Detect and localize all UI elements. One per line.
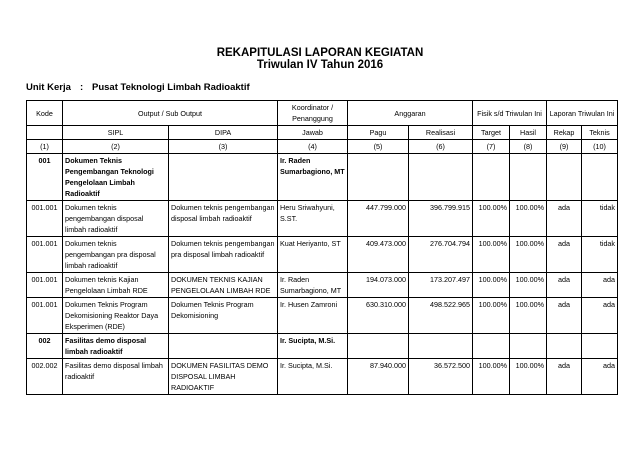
row-kode: 001.001: [27, 273, 63, 298]
row-koordinator: Ir. Sucipta, M.Si.: [278, 359, 348, 395]
row-koordinator: Ir. Raden Sumarbagiono, MT: [278, 154, 348, 201]
header-anggaran: Anggaran: [348, 101, 473, 126]
row-koordinator: Kuat Heriyanto, ST: [278, 237, 348, 273]
report-subtitle: Triwulan IV Tahun 2016: [256, 59, 384, 71]
row-sipl: Dokumen teknis pengembangan disposal limbah radioaktif: [63, 201, 169, 237]
col-num: (10): [582, 140, 618, 154]
row-teknis: [582, 334, 618, 359]
row-realisasi: 276.704.794: [409, 237, 473, 273]
table-body: [27, 154, 618, 395]
col-num: (1): [27, 140, 63, 154]
row-sipl: Dokumen teknis Kajian Pengelolaan Limbah RDE: [63, 273, 169, 298]
row-koordinator: Ir. Raden Sumarbagiono, MT: [278, 273, 348, 298]
row-teknis: tidak: [582, 201, 618, 237]
header-sipl: SIPL: [63, 126, 169, 140]
row-dipa: [169, 334, 278, 359]
header-target: Target: [473, 126, 510, 140]
row-realisasi: [409, 334, 473, 359]
row-hasil: 100.00%: [510, 273, 547, 298]
row-sipl: Dokumen Teknis Pengembangan Teknologi Pengelolaan Limbah Radioaktif: [63, 154, 169, 201]
row-target: [473, 334, 510, 359]
row-kode: 002.002: [27, 359, 63, 395]
row-rekap: ada: [547, 201, 582, 237]
row-teknis: ada: [582, 298, 618, 334]
row-target: 100.00%: [473, 237, 510, 273]
col-num: (4): [278, 140, 348, 154]
header-kode: Kode: [27, 101, 63, 126]
row-kode: 001: [27, 154, 63, 201]
row-dipa: Dokumen teknis pengembangan disposal limbah radioaktif: [169, 201, 278, 237]
row-hasil: 100.00%: [510, 237, 547, 273]
row-sipl: Fasilitas demo disposal limbah radioaktif: [63, 359, 169, 395]
row-realisasi: [409, 154, 473, 201]
table-row: [27, 359, 618, 395]
row-hasil: 100.00%: [510, 359, 547, 395]
header-jawab: Jawab: [278, 126, 348, 140]
table-row: [27, 237, 618, 273]
header-fisik: Fisik s/d Triwulan Ini: [473, 101, 547, 126]
row-rekap: ada: [547, 273, 582, 298]
report-table: [26, 100, 618, 395]
header-rekap: Rekap: [547, 126, 582, 140]
row-teknis: tidak: [582, 237, 618, 273]
row-hasil: [510, 334, 547, 359]
row-pagu: [348, 334, 409, 359]
unit-label: Unit Kerja: [26, 82, 71, 93]
row-pagu: 409.473.000: [348, 237, 409, 273]
row-koordinator: Ir. Sucipta, M.Si.: [278, 334, 348, 359]
row-realisasi: 173.207.497: [409, 273, 473, 298]
row-pagu: 87.940.000: [348, 359, 409, 395]
row-target: [473, 154, 510, 201]
col-num: (2): [63, 140, 169, 154]
row-realisasi: 396.799.915: [409, 201, 473, 237]
row-target: 100.00%: [473, 359, 510, 395]
row-hasil: 100.00%: [510, 201, 547, 237]
header-teknis: Teknis: [582, 126, 618, 140]
row-dipa: Dokumen teknis pengembangan pra disposal limbah radioaktif: [169, 237, 278, 273]
report-title: REKAPITULASI LAPORAN KEGIATAN: [216, 47, 424, 59]
row-koordinator: Heru Sriwahyuni, S.ST.: [278, 201, 348, 237]
header-dipa: DIPA: [169, 126, 278, 140]
row-target: 100.00%: [473, 298, 510, 334]
col-num: (8): [510, 140, 547, 154]
row-hasil: [510, 154, 547, 201]
row-rekap: [547, 154, 582, 201]
col-num: (7): [473, 140, 510, 154]
row-dipa: Dokumen Teknis Program Dekomisioning: [169, 298, 278, 334]
row-rekap: ada: [547, 359, 582, 395]
table-row: [27, 334, 618, 359]
header-output: Output / Sub Output: [63, 101, 278, 126]
header-laporan: Laporan Triwulan Ini: [547, 101, 618, 126]
row-kode: 002: [27, 334, 63, 359]
unit-value: Pusat Teknologi Limbah Radioaktif: [92, 82, 250, 93]
header-realisasi: Realisasi: [409, 126, 473, 140]
row-pagu: 447.799.000: [348, 201, 409, 237]
row-rekap: [547, 334, 582, 359]
row-sipl: Dokumen Teknis Program Dekomisioning Reaktor Daya Eksperimen (RDE): [63, 298, 169, 334]
row-pagu: [348, 154, 409, 201]
row-target: 100.00%: [473, 273, 510, 298]
header-koordinator: Koordinator / Penanggung: [278, 101, 348, 126]
col-num: (9): [547, 140, 582, 154]
col-num: (5): [348, 140, 409, 154]
row-rekap: ada: [547, 298, 582, 334]
table-row: [27, 201, 618, 237]
table-row: [27, 298, 618, 334]
row-kode: 001.001: [27, 237, 63, 273]
row-kode: 001.001: [27, 298, 63, 334]
row-dipa: DOKUMEN TEKNIS KAJIAN PENGELOLAAN LIMBAH RDE: [169, 273, 278, 298]
header-hasil: Hasil: [510, 126, 547, 140]
row-dipa: [169, 154, 278, 201]
row-realisasi: 498.522.965: [409, 298, 473, 334]
header-kode-cont: [27, 126, 63, 140]
row-rekap: ada: [547, 237, 582, 273]
row-realisasi: 36.572.500: [409, 359, 473, 395]
col-num: (6): [409, 140, 473, 154]
unit-separator: :: [80, 82, 84, 93]
row-koordinator: Ir. Husen Zamroni: [278, 298, 348, 334]
table-row: [27, 154, 618, 201]
row-teknis: [582, 154, 618, 201]
row-sipl: Dokumen teknis pengembangan pra disposal limbah radioaktif: [63, 237, 169, 273]
row-teknis: ada: [582, 273, 618, 298]
row-pagu: 630.310.000: [348, 298, 409, 334]
row-sipl: Fasilitas demo disposal limbah radioaktif: [63, 334, 169, 359]
row-pagu: 194.073.000: [348, 273, 409, 298]
table-row: [27, 273, 618, 298]
row-hasil: 100.00%: [510, 298, 547, 334]
row-kode: 001.001: [27, 201, 63, 237]
row-dipa: DOKUMEN FASILITAS DEMO DISPOSAL LIMBAH RADIOAKTIF: [169, 359, 278, 395]
header-pagu: Pagu: [348, 126, 409, 140]
row-target: 100.00%: [473, 201, 510, 237]
col-num: (3): [169, 140, 278, 154]
row-teknis: ada: [582, 359, 618, 395]
